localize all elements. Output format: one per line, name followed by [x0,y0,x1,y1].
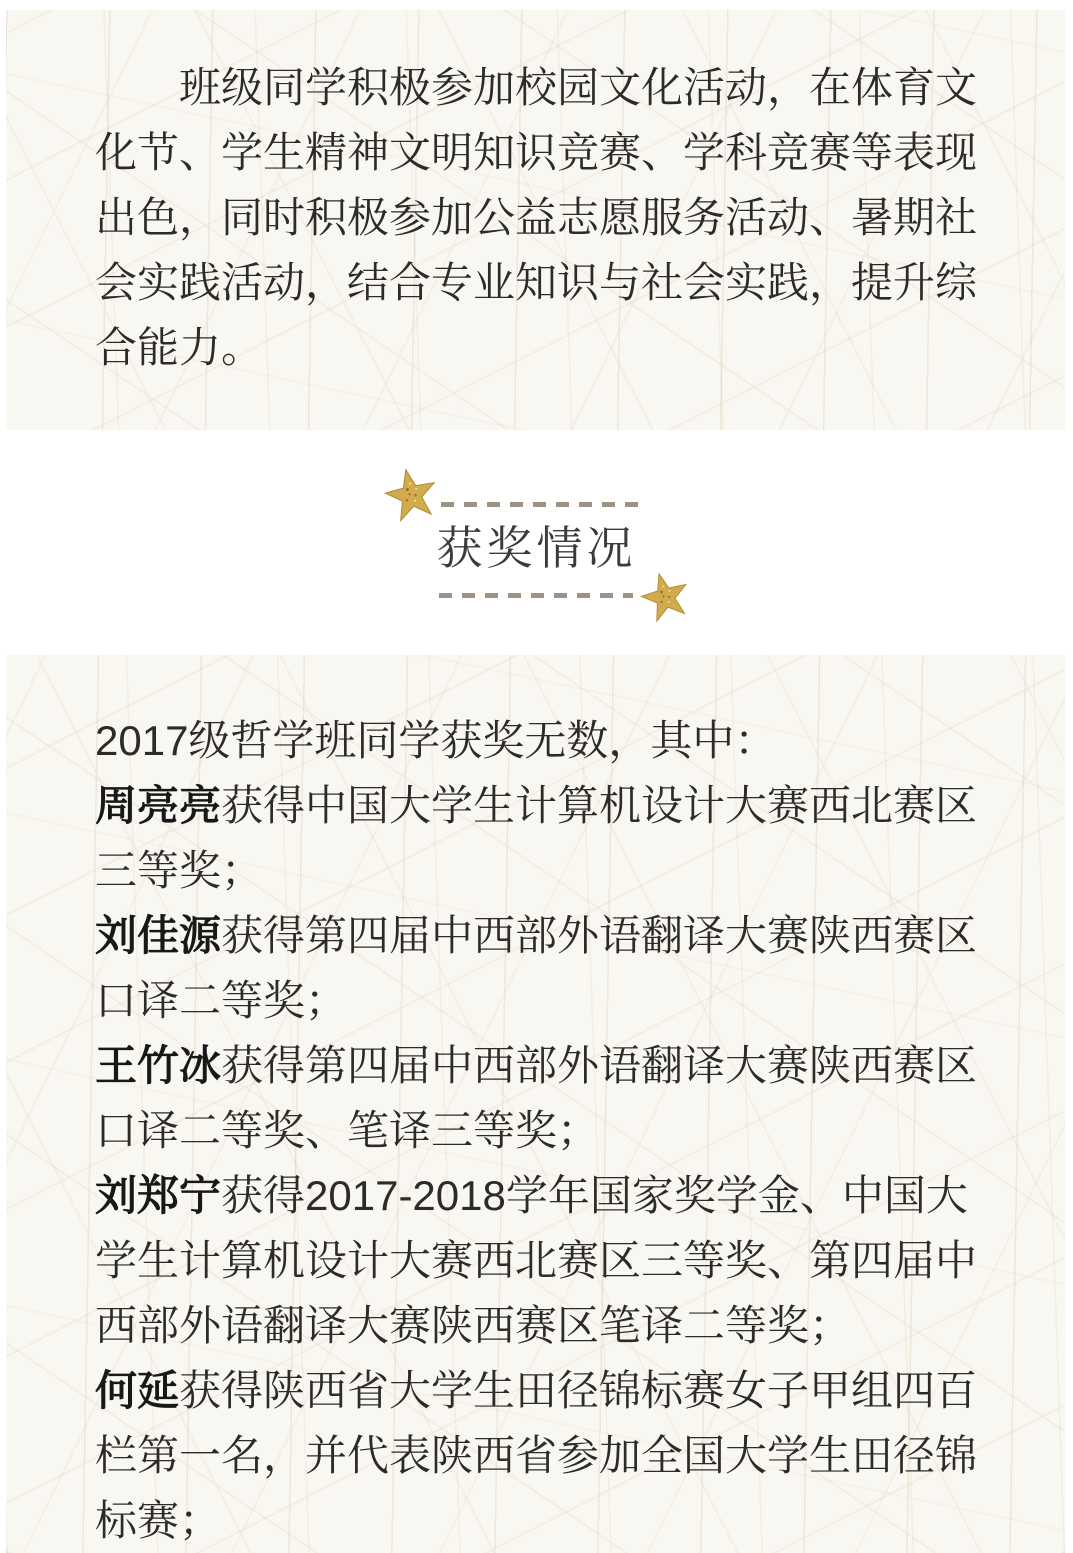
award-description: 获得中国大学生计算机设计大赛西北赛区三等奖； [95,782,978,894]
awards-section [95,708,985,1553]
award-description: 获得陕西省大学生田径锦标赛女子甲组四百栏第一名，并代表陕西省参加全国大学生田径锦标赛； [95,1367,978,1544]
award-winner-name: 王竹冰 [95,1042,222,1089]
award-winner-name: 刘郑宁 [95,1172,222,1219]
award-item [95,1163,985,1358]
award-item [95,903,985,1033]
award-winner-name: 刘佳源 [95,912,222,959]
award-description: 获得第四届中西部外语翻译大赛陕西赛区口译二等奖； [95,912,978,1024]
section-header-band [0,430,1073,655]
award-item [95,1358,985,1553]
section-header [387,472,687,632]
dashed-line-bottom [439,593,633,598]
gold-star-icon [380,463,442,525]
award-winner-name: 何延 [95,1367,180,1414]
intro-paragraph: 班级同学积极参加校园文化活动，在体育文化节、学生精神文明知识竞赛、学科竞赛等表现出色，同时积极参加公益志愿服务活动、暑期社会实践活动，结合专业知识与社会实践，提升综合能力。 [95,64,978,371]
awards-intro: 2017级哲学班同学获奖无数，其中： [95,717,777,764]
award-winner-name: 周亮亮 [95,782,222,829]
award-item [95,1033,985,1163]
dashed-line-top [441,502,641,507]
award-item [95,773,985,903]
award-description: 获得第四届中西部外语翻译大赛陕西赛区口译二等奖、笔译三等奖； [95,1042,978,1154]
award-description: 获得2017-2018学年国家奖学金、中国大学生计算机设计大赛西北赛区三等奖、第四届中西部外语翻译大赛陕西赛区笔译二等奖； [95,1172,978,1349]
gold-star-icon [635,567,694,626]
section-title: 获奖情况 [436,522,637,574]
awards-list [95,773,985,1553]
